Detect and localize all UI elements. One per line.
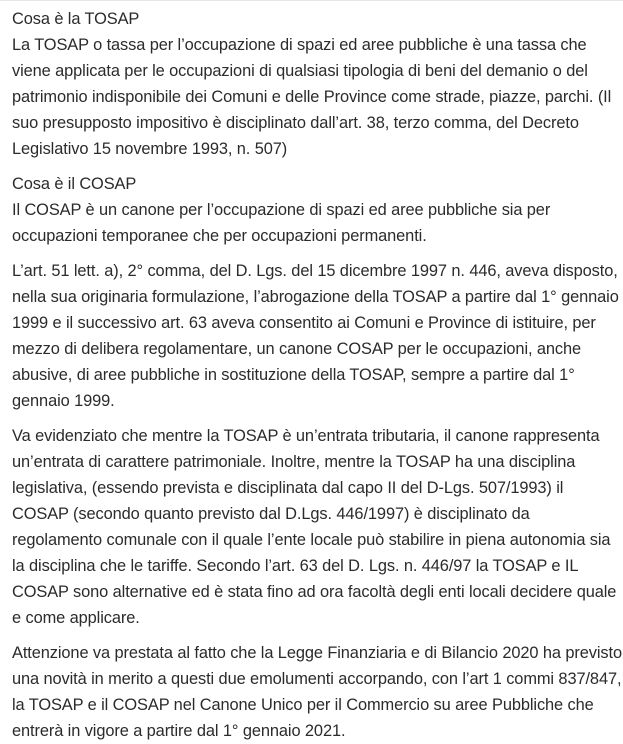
section-heading: Cosa è la TOSAP (12, 10, 140, 28)
section-body: Il COSAP è un canone per l’occupazione di spazi ed aree pubbliche sia per occupazioni temporanee che per occupazioni permanenti. (12, 201, 551, 245)
paragraph-abrogation: L’art. 51 lett. a), 2° comma, del D. Lgs. del 15 dicembre 1997 n. 446, aveva disposto, nella sua originaria formulazione, l’abrogazione della TOSAP a partire dal 1° gennaio 1999 e il successivo art. 63 aveva consentito ai Comuni e Province di istituire, per mezzo di delibera regolamentare, un canone COSAP per le occupazioni, anche abusive, di aree pubbliche in sostituzione della TOSAP, sempre a partire dal 1° gennaio 1999. (12, 262, 619, 410)
section-cosap (12, 171, 622, 249)
article-content (0, 1, 622, 744)
paragraph-differences: Va evidenziato che mentre la TOSAP è un’entrata tributaria, il canone rappresenta un’entrata di carattere patrimoniale. Inoltre, mentre la TOSAP ha una disciplina legislativa, (essendo prevista e disciplinata dal capo II del D-Lgs. 507/1993) il COSAP (secondo quanto previsto dal D.Lgs. 446/1997) è disciplinato da regolamento comunale con il quale l’ente locale può stabilire in piena autonomia sia la disciplina che le tariffe. Secondo l’art. 63 del D. Lgs. n. 446/97 la TOSAP e IL COSAP sono alternative ed è stata fino ad ora facoltà degli enti locali decidere quale e come applicare. (12, 427, 617, 627)
paragraph-canone-unico: Attenzione va prestata al fatto che la Legge Finanziaria e di Bilancio 2020 ha previsto una novità in merito a questi due emolumenti accorpando, con l’art 1 commi 837/847, la TOSAP e il COSAP nel Canone Unico per il Commercio su aree Pubbliche che entrerà in vigore a partire dal 1° gennaio 2021. (12, 644, 622, 740)
section-body: La TOSAP o tassa per l’occupazione di spazi ed aree pubbliche è una tassa che viene applicata per le occupazioni di qualsiasi tipologia di beni del demanio o del patrimonio indisponibile dei Comuni e delle Province come strade, piazze, parchi. (Il suo presupposto impositivo è disciplinato dall’art. 38, terzo comma, del Decreto Legislativo 15 novembre 1993, n. 507) (12, 36, 612, 158)
section-tosap (12, 6, 622, 162)
section-heading: Cosa è il COSAP (12, 175, 137, 193)
